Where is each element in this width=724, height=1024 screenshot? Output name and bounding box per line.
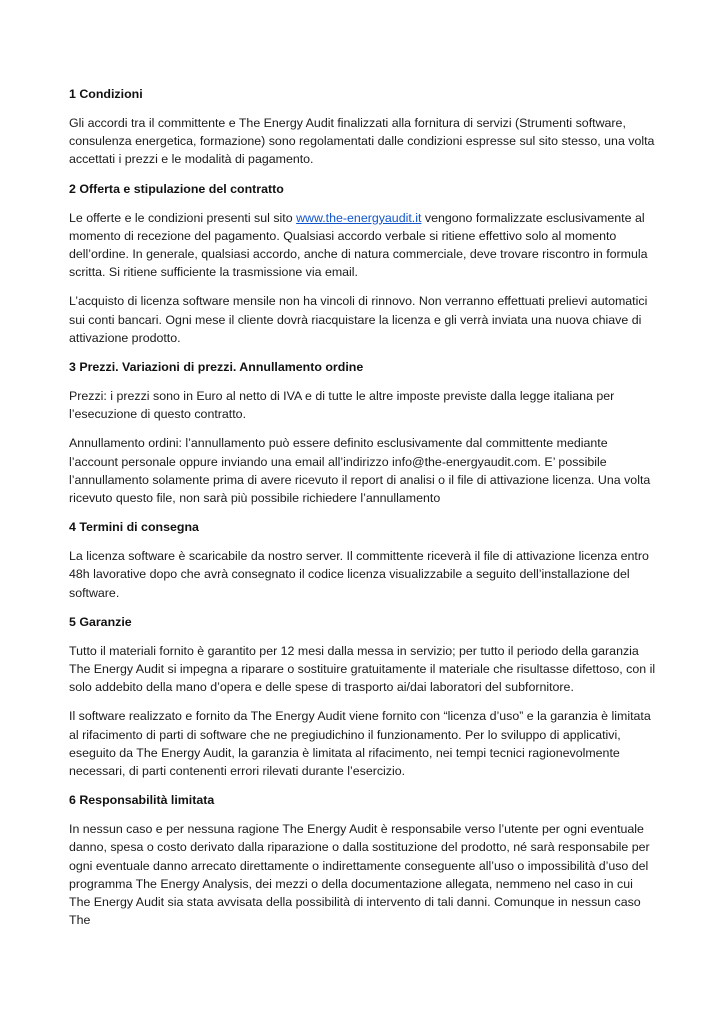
paragraph: In nessun caso e per nessuna ragione The Energy Audit è responsabile verso l’utente per ogni eventuale danno, spesa o costo derivato dalla riparazione o dalla sostituzione del prodotto, né sarà responsabile per ogni eventuale danno arrecato direttamente o indirettamente conseguente all’uso o impossibilità d’uso del programma The Energy Analysis, dei mezzi o della documentazione allegata, nemmeno nel caso in cui The Energy Audit sia stata avvisata della possibilità di intervento di tali danni. Comunque in nessun caso The bbox=[69, 822, 650, 928]
section-heading-garanzie: 5 Garanzie bbox=[69, 614, 132, 629]
section-heading-condizioni: 1 Condizioni bbox=[69, 87, 143, 101]
paragraph: La licenza software è scaricabile da nostro server. Il committente riceverà il file di attivazione licenza entro 48h lavorative dopo che avrà consegnato il codice licenza visualizzabile a seguito dell’installazione del software. bbox=[69, 549, 649, 600]
section-heading-consegna: 4 Termini di consegna bbox=[69, 520, 199, 535]
section-heading-offerta: 2 Offerta e stipulazione del contratto bbox=[69, 181, 284, 196]
document-page bbox=[69, 85, 657, 941]
paragraph: Annullamento ordini: l’annullamento può essere definito esclusivamente dal committente mediante l’account personale oppure inviando una email all’indirizzo info@the-energyaudit.com. E’ possibile l’annullamento solamente prima di avere ricevuto il report di analisi o il file di attivazione licenza. Una volta ricevuto questo file, non sarà più possibile richiedere l’annullamento bbox=[69, 436, 651, 506]
paragraph-with-link bbox=[69, 209, 657, 282]
paragraph-text: Le offerte e le condizioni presenti sul sito bbox=[69, 210, 297, 225]
section-heading-prezzi: 3 Prezzi. Variazioni di prezzi. Annullamento ordine bbox=[69, 360, 364, 375]
website-link[interactable]: www.the-energyaudit.it bbox=[296, 210, 422, 225]
paragraph-text: vengono formalizzate esclusivamente al momento di recezione del pagamento. Qualsiasi accordo verbale si ritiene effettivo solo al momento dell’ordine. In generale, qualsiasi accordo, anche di natura commerciale, deve trovare riscontro in formula scritta. Si ritiene sufficiente la trasmissione via email. bbox=[69, 210, 648, 280]
section-heading-responsabilita: 6 Responsabilità limitata bbox=[69, 793, 215, 808]
paragraph: Tutto il materiali fornito è garantito per 12 mesi dalla messa in servizio; per tutto il periodo della garanzia The Energy Audit si impegna a riparare o sostituire gratuitamente il materiale che risultasse difettoso, con il solo addebito della mano d’opera e delle spese di trasporto ai/dai laboratori del subfornitore. bbox=[69, 643, 656, 695]
paragraph: Prezzi: i prezzi sono in Euro al netto di IVA e di tutte le altre imposte previste dalla legge italiana per l’esecuzione di questo contratto. bbox=[69, 389, 615, 422]
paragraph: L’acquisto di licenza software mensile non ha vincoli di rinnovo. Non verranno effettuati prelievi automatici sui conti bancari. Ogni mese il cliente dovrà riacquistare la licenza e gli verrà inviata una nuova chiave di attivazione prodotto. bbox=[69, 294, 648, 345]
paragraph: Il software realizzato e fornito da The Energy Audit viene fornito con “licenza d’uso” e la garanzia è limitata al rifacimento di parti di software che ne pregiudichino il funzionamento. Per lo sviluppo di applicativi, eseguito da The Energy Audit, la garanzia è limitata al rifacimento, nei tempi tecnici ragionevolmente necessari, di parti contenenti errori rilevati durante l’esercizio. bbox=[69, 709, 651, 779]
paragraph: Gli accordi tra il committente e The Energy Audit finalizzati alla fornitura di servizi (Strumenti software, consulenza energetica, formazione) sono regolamentati dalle condizioni espresse sul sito stesso, una volta accettati i prezzi e le modalità di pagamento. bbox=[69, 116, 655, 167]
